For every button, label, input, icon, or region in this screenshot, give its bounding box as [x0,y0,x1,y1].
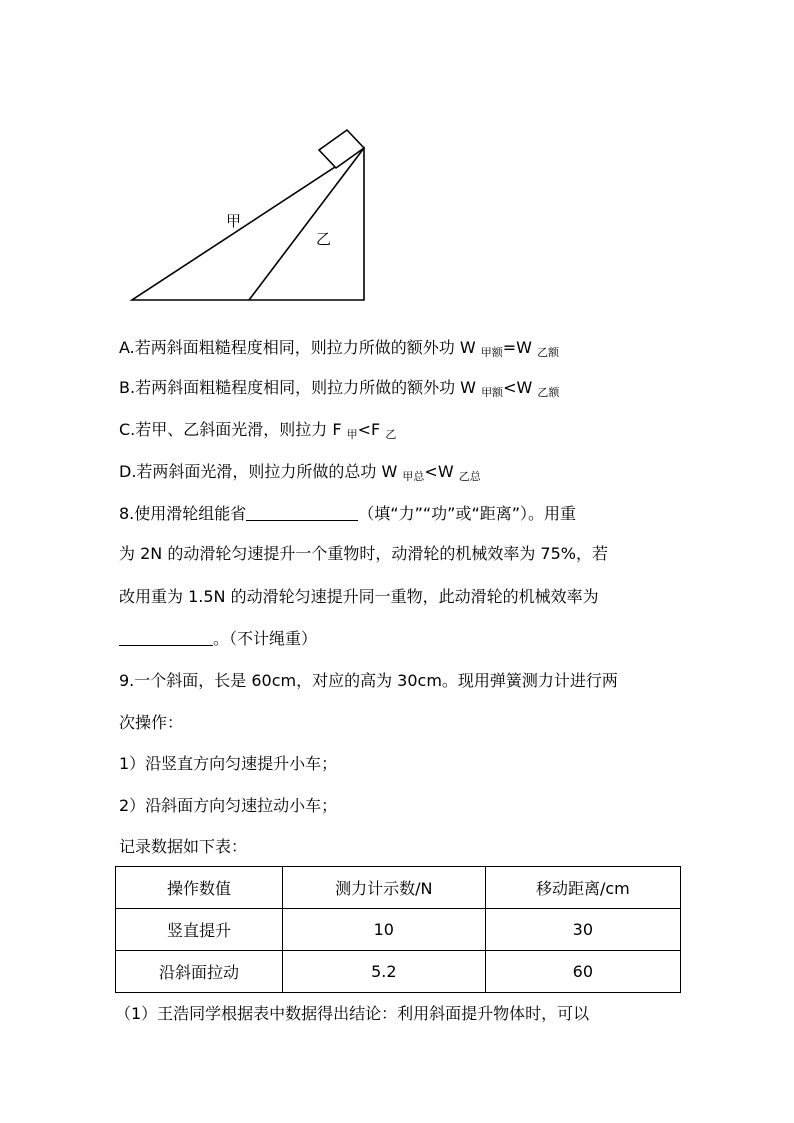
q8-line1: 8.使用滑轮组能省 （填“力”“功”或“距离”）。用重 [119,504,577,523]
option-d: D.若两斜面光滑，则拉力所做的总功 W $_{甲总}$<W $_{乙总}$ [119,462,481,483]
table-cell: 5.2 [282,951,485,993]
q9-line2: 次操作： [119,713,184,732]
option-c: C.若甲、乙斜面光滑，则拉力 F $_甲$<F $_乙$ [119,420,397,441]
block-on-top [319,130,364,168]
q9-step2: 2）沿斜面方向匀速拉动小车； [119,796,338,815]
incline-diagram [0,0,794,330]
table-header-row [116,867,681,909]
table-row [116,951,681,993]
q9-step1: 1）沿竖直方向匀速提升小车； [119,754,338,773]
q9-line1: 9.一个斜面，长是 60cm，对应的高为 30cm。现用弹簧测力计进行两 [119,671,618,690]
table-cell: 30 [485,909,680,951]
q8-line3: 改用重为 1.5N 的动滑轮匀速提升同一重物，此动滑轮的机械效率为 [119,587,599,606]
table-header-cell: 测力计示数/N [282,867,485,909]
label-yi: 乙 [316,230,332,248]
table-cell: 60 [485,951,680,993]
label-jia: 甲 [226,212,242,230]
q8-blank-1[interactable] [246,502,358,521]
table-cell: 竖直提升 [116,909,283,951]
q8-line4: 。（不计绳重） [119,627,317,650]
incline-yi-line [249,148,364,300]
q9-sub1: （1）王浩同学根据表中数据得出结论：利用斜面提升物体时，可以 [115,1004,590,1023]
incline-triangle [132,148,364,300]
data-table [115,866,681,993]
option-b: B.若两斜面粗糙程度相同，则拉力所做的额外功 W $_{甲额}$<W $_{乙额}$ [119,378,560,399]
q9-record: 记录数据如下表： [119,837,248,856]
q8-line2: 为 2N 的动滑轮匀速提升一个重物时，动滑轮的机械效率为 75%，若 [119,544,608,563]
q8-blank-2[interactable] [119,627,213,646]
table-cell: 沿斜面拉动 [116,951,283,993]
option-a: A.若两斜面粗糙程度相同，则拉力所做的额外功 W $_{甲额}$=W $_{乙额}$ [119,338,560,359]
table-header-cell: 移动距离/cm [485,867,680,909]
table-cell: 10 [282,909,485,951]
table-header-cell: 操作数值 [116,867,283,909]
table-row [116,909,681,951]
